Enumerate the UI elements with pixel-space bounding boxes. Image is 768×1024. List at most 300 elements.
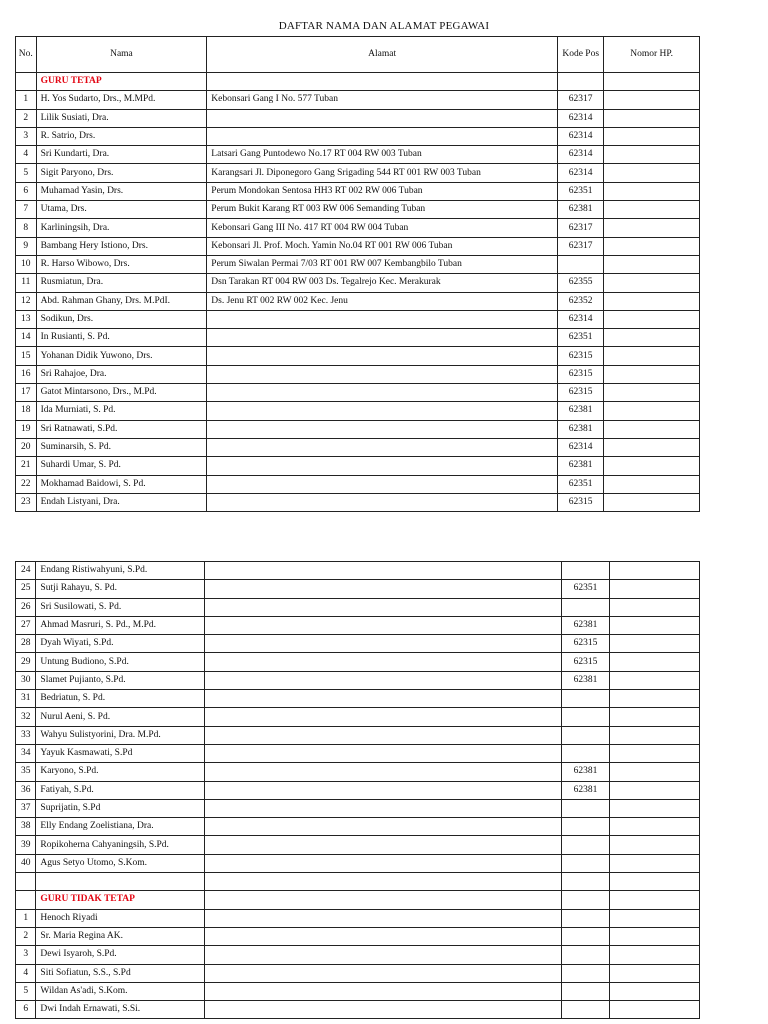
table-row xyxy=(16,365,700,383)
table-row xyxy=(16,927,700,945)
employee-name: Nurul Aeni, S. Pd. xyxy=(36,708,205,726)
table-cell xyxy=(604,73,700,91)
table-row xyxy=(16,616,700,634)
page-title: DAFTAR NAMA DAN ALAMAT PEGAWAI xyxy=(278,20,490,32)
employee-name: Abd. Rahman Ghany, Drs. M.PdI. xyxy=(36,292,207,310)
table-row xyxy=(16,818,700,836)
phone-number xyxy=(604,365,700,383)
employee-name: Ahmad Masruri, S. Pd., M.Pd. xyxy=(36,616,205,634)
postal-code xyxy=(562,726,609,744)
phone-number xyxy=(604,237,700,255)
postal-code: 62315 xyxy=(558,347,604,365)
employee-name: Mokhamad Baidowi, S. Pd. xyxy=(36,475,207,493)
postal-code xyxy=(562,946,609,964)
row-number: 32 xyxy=(16,708,36,726)
employee-name: Sigit Paryono, Drs. xyxy=(36,164,207,182)
phone-number xyxy=(609,708,699,726)
row-number: 40 xyxy=(16,854,36,872)
phone-number xyxy=(604,475,700,493)
employee-name: Elly Endang Zoelistiana, Dra. xyxy=(36,818,205,836)
phone-number xyxy=(609,927,699,945)
phone-number xyxy=(604,420,700,438)
postal-code xyxy=(562,927,609,945)
postal-code: 62381 xyxy=(562,671,609,689)
phone-number xyxy=(609,653,699,671)
phone-number xyxy=(609,781,699,799)
phone-number xyxy=(609,726,699,744)
row-number: 11 xyxy=(16,274,37,292)
row-number: 2 xyxy=(16,109,37,127)
employee-name: Karyono, S.Pd. xyxy=(36,763,205,781)
employee-address xyxy=(207,438,558,456)
phone-number xyxy=(604,201,700,219)
table-row xyxy=(16,708,700,726)
postal-code xyxy=(562,690,609,708)
row-number: 17 xyxy=(16,384,37,402)
postal-code: 62352 xyxy=(558,292,604,310)
row-number: 25 xyxy=(16,580,36,598)
postal-code: 62351 xyxy=(562,580,609,598)
postal-code xyxy=(558,255,604,273)
phone-number xyxy=(609,982,699,1000)
row-number: 37 xyxy=(16,799,36,817)
postal-code: 62314 xyxy=(558,438,604,456)
phone-number xyxy=(609,799,699,817)
row-number: 24 xyxy=(16,562,36,580)
employee-address xyxy=(205,781,562,799)
row-number: 5 xyxy=(16,164,37,182)
empty-row xyxy=(16,873,700,891)
table-row xyxy=(16,255,700,273)
phone-number xyxy=(604,438,700,456)
postal-code xyxy=(562,744,609,762)
table-row xyxy=(16,457,700,475)
employee-address xyxy=(205,708,562,726)
employee-name: Yohanan Didik Yuwono, Drs. xyxy=(36,347,207,365)
table-row xyxy=(16,781,700,799)
table-row xyxy=(16,384,700,402)
table-row xyxy=(16,402,700,420)
table-row xyxy=(16,854,700,872)
postal-code: 62381 xyxy=(562,781,609,799)
employee-address xyxy=(207,365,558,383)
phone-number xyxy=(604,182,700,200)
postal-code: 62317 xyxy=(558,219,604,237)
table-cell xyxy=(205,873,562,891)
employee-address: Perum Bukit Karang RT 003 RW 006 Semanding Tuban xyxy=(207,201,558,219)
table-row xyxy=(16,562,700,580)
postal-code xyxy=(562,854,609,872)
row-number: 9 xyxy=(16,237,37,255)
employee-name: Bambang Hery Istiono, Drs. xyxy=(36,237,207,255)
employee-name: Sri Ratnawati, S.Pd. xyxy=(36,420,207,438)
phone-number xyxy=(609,580,699,598)
table-row xyxy=(16,292,700,310)
row-number: 26 xyxy=(16,598,36,616)
col-header-alamat: Alamat xyxy=(207,37,558,73)
employee-address xyxy=(205,964,562,982)
row-number: 1 xyxy=(16,91,37,109)
table-row xyxy=(16,763,700,781)
postal-code xyxy=(562,562,609,580)
row-number: 36 xyxy=(16,781,36,799)
table-row xyxy=(16,946,700,964)
employee-name: Muhamad Yasin, Drs. xyxy=(36,182,207,200)
row-number: 10 xyxy=(16,255,37,273)
employee-name: Utama, Drs. xyxy=(36,201,207,219)
table-row xyxy=(16,237,700,255)
table-row xyxy=(16,964,700,982)
table-row xyxy=(16,91,700,109)
row-number: 15 xyxy=(16,347,37,365)
table-row xyxy=(16,329,700,347)
col-header-kode-pos: Kode Pos xyxy=(558,37,604,73)
row-number: 12 xyxy=(16,292,37,310)
row-number: 3 xyxy=(16,127,37,145)
row-number: 14 xyxy=(16,329,37,347)
employee-address xyxy=(205,635,562,653)
employee-address xyxy=(205,598,562,616)
employee-address xyxy=(207,310,558,328)
row-number: 22 xyxy=(16,475,37,493)
table-row xyxy=(16,274,700,292)
postal-code xyxy=(562,598,609,616)
row-number: 16 xyxy=(16,365,37,383)
table-cell xyxy=(205,891,562,909)
employee-name: H. Yos Sudarto, Drs., M.MPd. xyxy=(36,91,207,109)
employee-name: Suminarsih, S. Pd. xyxy=(36,438,207,456)
employee-address xyxy=(207,347,558,365)
employee-name: Sodikun, Drs. xyxy=(36,310,207,328)
table-row xyxy=(16,982,700,1000)
employee-name: Rusmiatun, Dra. xyxy=(36,274,207,292)
employee-name: Ropikoherna Cahyaningsih, S.Pd. xyxy=(36,836,205,854)
table-row xyxy=(16,219,700,237)
row-number: 23 xyxy=(16,493,37,511)
row-number: 1 xyxy=(16,909,36,927)
table-row xyxy=(16,201,700,219)
phone-number xyxy=(604,219,700,237)
employee-name: Siti Sofiatun, S.S., S.Pd xyxy=(36,964,205,982)
employee-name: Untung Budiono, S.Pd. xyxy=(36,653,205,671)
employee-address: Ds. Jenu RT 002 RW 002 Kec. Jenu xyxy=(207,292,558,310)
postal-code: 62314 xyxy=(558,109,604,127)
employee-table-page-2 xyxy=(15,561,700,1019)
postal-code: 62381 xyxy=(562,616,609,634)
postal-code: 62315 xyxy=(558,365,604,383)
employee-address xyxy=(205,927,562,945)
table-row xyxy=(16,475,700,493)
row-number: 18 xyxy=(16,402,37,420)
phone-number xyxy=(609,946,699,964)
table-row xyxy=(16,744,700,762)
phone-number xyxy=(609,744,699,762)
phone-number xyxy=(609,763,699,781)
row-number: 30 xyxy=(16,671,36,689)
employee-address xyxy=(205,580,562,598)
employee-name: Slamet Pujianto, S.Pd. xyxy=(36,671,205,689)
row-number: 5 xyxy=(16,982,36,1000)
postal-code: 62314 xyxy=(558,164,604,182)
row-number: 6 xyxy=(16,1001,36,1019)
table-row xyxy=(16,653,700,671)
employee-name: Sri Rahajoe, Dra. xyxy=(36,365,207,383)
employee-address: Kebonsari Gang III No. 417 RT 004 RW 004 Tuban xyxy=(207,219,558,237)
employee-address xyxy=(205,763,562,781)
row-number: 34 xyxy=(16,744,36,762)
postal-code xyxy=(562,708,609,726)
section-row-guru-tetap xyxy=(16,73,700,91)
employee-name: R. Harso Wibowo, Drs. xyxy=(36,255,207,273)
employee-address xyxy=(205,690,562,708)
employee-name: Sri Susilowati, S. Pd. xyxy=(36,598,205,616)
employee-address: Perum Mondokan Sentosa HH3 RT 002 RW 006 Tuban xyxy=(207,182,558,200)
employee-name: Sr. Maria Regina AK. xyxy=(36,927,205,945)
phone-number xyxy=(609,635,699,653)
row-number: 29 xyxy=(16,653,36,671)
employee-name: Wildan As'adi, S.Kom. xyxy=(36,982,205,1000)
postal-code: 62381 xyxy=(558,402,604,420)
table-cell xyxy=(16,873,36,891)
employee-address xyxy=(205,616,562,634)
postal-code: 62315 xyxy=(558,493,604,511)
employee-address xyxy=(205,726,562,744)
table-row xyxy=(16,909,700,927)
postal-code xyxy=(562,982,609,1000)
table-header-row xyxy=(16,37,700,73)
postal-code: 62351 xyxy=(558,182,604,200)
postal-code: 62317 xyxy=(558,91,604,109)
table-row xyxy=(16,493,700,511)
row-number: 38 xyxy=(16,818,36,836)
employee-address xyxy=(207,329,558,347)
col-header-nomor-hp: Nomor HP. xyxy=(604,37,700,73)
row-number: 4 xyxy=(16,146,37,164)
employee-name: Ida Murniati, S. Pd. xyxy=(36,402,207,420)
section-row-guru-tidak-tetap xyxy=(16,891,700,909)
postal-code: 62315 xyxy=(562,653,609,671)
postal-code: 62355 xyxy=(558,274,604,292)
row-number: 33 xyxy=(16,726,36,744)
table-row xyxy=(16,347,700,365)
table-row xyxy=(16,598,700,616)
postal-code: 62317 xyxy=(558,237,604,255)
table-row xyxy=(16,109,700,127)
table-cell xyxy=(558,73,604,91)
employee-name: Yayuk Kasmawati, S.Pd xyxy=(36,744,205,762)
employee-address: Dsn Tarakan RT 004 RW 003 Ds. Tegalrejo Kec. Merakurak xyxy=(207,274,558,292)
postal-code: 62381 xyxy=(562,763,609,781)
phone-number xyxy=(604,164,700,182)
row-number: 27 xyxy=(16,616,36,634)
phone-number xyxy=(604,91,700,109)
phone-number xyxy=(609,854,699,872)
phone-number xyxy=(604,329,700,347)
table-cell xyxy=(36,873,205,891)
row-number: 4 xyxy=(16,964,36,982)
row-number: 2 xyxy=(16,927,36,945)
table-cell xyxy=(609,891,699,909)
postal-code: 62381 xyxy=(558,201,604,219)
phone-number xyxy=(604,292,700,310)
postal-code xyxy=(562,799,609,817)
employee-address xyxy=(205,653,562,671)
employee-address: Kebonsari Gang I No. 577 Tuban xyxy=(207,91,558,109)
table-row xyxy=(16,671,700,689)
table-row xyxy=(16,836,700,854)
phone-number xyxy=(604,402,700,420)
employee-address xyxy=(205,799,562,817)
table-cell xyxy=(562,891,609,909)
employee-address xyxy=(205,671,562,689)
postal-code xyxy=(562,836,609,854)
table-row xyxy=(16,182,700,200)
row-number: 31 xyxy=(16,690,36,708)
table-cell xyxy=(609,873,699,891)
employee-address xyxy=(205,836,562,854)
postal-code: 62314 xyxy=(558,127,604,145)
phone-number xyxy=(604,457,700,475)
employee-name: Dewi Isyaroh, S.Pd. xyxy=(36,946,205,964)
employee-name: Endang Ristiwahyuni, S.Pd. xyxy=(36,562,205,580)
postal-code: 62315 xyxy=(562,635,609,653)
table-row xyxy=(16,146,700,164)
phone-number xyxy=(609,690,699,708)
phone-number xyxy=(609,562,699,580)
table-row xyxy=(16,726,700,744)
postal-code: 62381 xyxy=(558,420,604,438)
table-row xyxy=(16,635,700,653)
postal-code xyxy=(562,964,609,982)
phone-number xyxy=(609,964,699,982)
phone-number xyxy=(609,671,699,689)
phone-number xyxy=(609,616,699,634)
row-number: 8 xyxy=(16,219,37,237)
phone-number xyxy=(604,109,700,127)
phone-number xyxy=(609,598,699,616)
employee-address: Kebonsari Jl. Prof. Moch. Yamin No.04 RT 001 RW 006 Tuban xyxy=(207,237,558,255)
employee-name: Endah Listyani, Dra. xyxy=(36,493,207,511)
employee-name: Wahyu Sulistyorini, Dra. M.Pd. xyxy=(36,726,205,744)
postal-code: 62314 xyxy=(558,310,604,328)
phone-number xyxy=(604,255,700,273)
employee-address xyxy=(205,946,562,964)
employee-address xyxy=(207,493,558,511)
employee-address xyxy=(207,420,558,438)
employee-address xyxy=(205,744,562,762)
employee-name: Lilik Susiati, Dra. xyxy=(36,109,207,127)
row-number: 20 xyxy=(16,438,37,456)
phone-number xyxy=(604,274,700,292)
phone-number xyxy=(609,836,699,854)
employee-name: Dyah Wiyati, S.Pd. xyxy=(36,635,205,653)
col-header-nama: Nama xyxy=(36,37,207,73)
table-row xyxy=(16,799,700,817)
section-title: GURU TETAP xyxy=(36,73,207,91)
employee-name: Karliningsih, Dra. xyxy=(36,219,207,237)
table-row xyxy=(16,438,700,456)
employee-address xyxy=(205,1001,562,1019)
table-row xyxy=(16,420,700,438)
employee-name: Suhardi Umar, S. Pd. xyxy=(36,457,207,475)
employee-address xyxy=(205,818,562,836)
postal-code: 62351 xyxy=(558,329,604,347)
employee-name: Fatiyah, S.Pd. xyxy=(36,781,205,799)
table-cell xyxy=(562,873,609,891)
phone-number xyxy=(604,347,700,365)
table-row xyxy=(16,164,700,182)
row-number: 39 xyxy=(16,836,36,854)
table-cell xyxy=(16,73,37,91)
employee-name: Henoch Riyadi xyxy=(36,909,205,927)
employee-name: Sri Kundarti, Dra. xyxy=(36,146,207,164)
employee-address xyxy=(207,109,558,127)
employee-address xyxy=(205,909,562,927)
table-cell xyxy=(16,891,36,909)
postal-code: 62314 xyxy=(558,146,604,164)
employee-address xyxy=(207,475,558,493)
row-number: 21 xyxy=(16,457,37,475)
employee-address: Karangsari Jl. Diponegoro Gang Srigading 544 RT 001 RW 003 Tuban xyxy=(207,164,558,182)
section-title: GURU TIDAK TETAP xyxy=(36,891,205,909)
table-cell xyxy=(207,73,558,91)
postal-code: 62351 xyxy=(558,475,604,493)
employee-address: Perum Siwalan Permai 7/03 RT 001 RW 007 Kembangbilo Tuban xyxy=(207,255,558,273)
employee-name: Agus Setyo Utomo, S.Kom. xyxy=(36,854,205,872)
employee-address: Latsari Gang Puntodewo No.17 RT 004 RW 003 Tuban xyxy=(207,146,558,164)
employee-name: Dwi Indah Ernawati, S.Si. xyxy=(36,1001,205,1019)
employee-name: R. Satrio, Drs. xyxy=(36,127,207,145)
table-row xyxy=(16,127,700,145)
postal-code xyxy=(562,1001,609,1019)
phone-number xyxy=(604,127,700,145)
table-row xyxy=(16,310,700,328)
phone-number xyxy=(604,493,700,511)
phone-number xyxy=(604,146,700,164)
row-number: 19 xyxy=(16,420,37,438)
row-number: 28 xyxy=(16,635,36,653)
employee-address xyxy=(207,402,558,420)
postal-code: 62315 xyxy=(558,384,604,402)
phone-number xyxy=(609,909,699,927)
employee-name: Sutji Rahayu, S. Pd. xyxy=(36,580,205,598)
employee-address xyxy=(205,982,562,1000)
postal-code: 62381 xyxy=(558,457,604,475)
employee-address xyxy=(205,854,562,872)
row-number: 3 xyxy=(16,946,36,964)
employee-address xyxy=(207,384,558,402)
employee-address xyxy=(207,457,558,475)
row-number: 35 xyxy=(16,763,36,781)
row-number: 13 xyxy=(16,310,37,328)
employee-name: In Rusianti, S. Pd. xyxy=(36,329,207,347)
phone-number xyxy=(609,1001,699,1019)
employee-table-page-1 xyxy=(15,36,700,512)
phone-number xyxy=(604,310,700,328)
employee-address xyxy=(207,127,558,145)
postal-code xyxy=(562,818,609,836)
table-row xyxy=(16,1001,700,1019)
col-header-no: No. xyxy=(16,37,37,73)
employee-name: Bedriatun, S. Pd. xyxy=(36,690,205,708)
row-number: 6 xyxy=(16,182,37,200)
postal-code xyxy=(562,909,609,927)
phone-number xyxy=(604,384,700,402)
table-row xyxy=(16,580,700,598)
table-row xyxy=(16,690,700,708)
row-number: 7 xyxy=(16,201,37,219)
phone-number xyxy=(609,818,699,836)
